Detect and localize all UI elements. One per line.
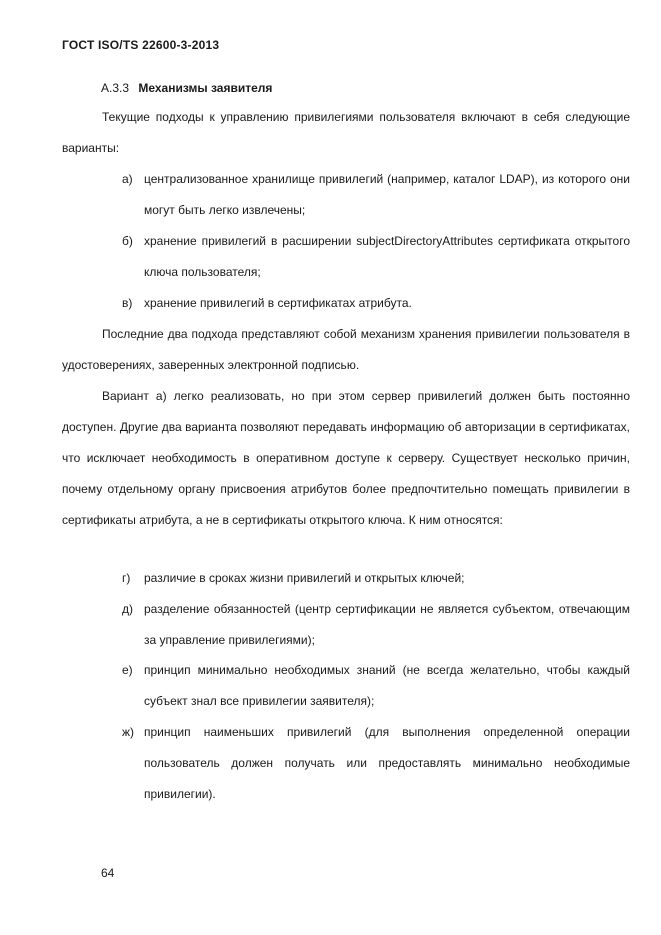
page-number: 64 xyxy=(101,866,115,880)
list-item-text: разделение обязанностей (центр сертификации не является субъектом, отвечающим за управление привилегиями); xyxy=(144,602,630,647)
section-number: А.3.3 xyxy=(101,81,130,95)
list-item-a xyxy=(122,164,630,226)
intro-paragraph: Текущие подходы к управлению привилегиями пользователя включают в себя следующие варианты: xyxy=(62,110,630,155)
list-item-text: хранение привилегий в расширении subjectDirectoryAttributes сертификата открытого ключа пользователя; xyxy=(144,234,630,279)
list-item-g xyxy=(122,563,630,594)
list-marker: ж) xyxy=(122,725,135,739)
reasons-paragraph: Вариант а) легко реализовать, но при этом сервер привилегий должен быть постоянно доступен. Другие два варианта позволяют передавать информацию об авторизации в сертификатах, что исключает необходимость в оперативном доступе к серверу. Существует несколько причин, почему отдельному органу присвоения атрибутов более предпочтительно помещать привилегии в сертификаты атрибута, а не в сертификаты открытого ключа. К ним относятся: xyxy=(62,389,630,527)
section-heading xyxy=(101,81,272,95)
list-marker: г) xyxy=(122,571,131,585)
list-item-text: принцип минимально необходимых знаний (не всегда желательно, чтобы каждый субъект знал все привилегии заявителя); xyxy=(144,663,630,708)
list-item-text: принцип наименьших привилегий (для выполнения определенной операции пользователь должен получать или предоставлять минимально необходимые привилегии). xyxy=(144,725,630,801)
summary-paragraph: Последние два подхода представляют собой механизм хранения привилегии пользователя в удостоверениях, заверенных электронной подписью. xyxy=(62,327,630,372)
list-item-text: различие в сроках жизни привилегий и открытых ключей; xyxy=(144,571,465,585)
list-item-zh xyxy=(122,717,630,810)
list-item-text: централизованное хранилище привилегий (например, каталог LDAP), из которого они могут быть легко извлечены; xyxy=(144,172,630,217)
list-marker: в) xyxy=(122,296,133,310)
list-item-v xyxy=(122,288,630,319)
list-item-text: хранение привилегий в сертификатах атрибута. xyxy=(144,296,412,310)
list-item-b xyxy=(122,226,630,288)
section-title: Механизмы заявителя xyxy=(138,81,273,95)
list-item-e xyxy=(122,655,630,717)
document-header: ГОСТ ISO/TS 22600-3-2013 xyxy=(62,38,220,52)
list-marker: а) xyxy=(122,172,133,186)
list-marker: б) xyxy=(122,234,133,248)
list-marker: д) xyxy=(122,602,133,616)
list-item-d xyxy=(122,594,630,656)
list-marker: е) xyxy=(122,663,133,677)
